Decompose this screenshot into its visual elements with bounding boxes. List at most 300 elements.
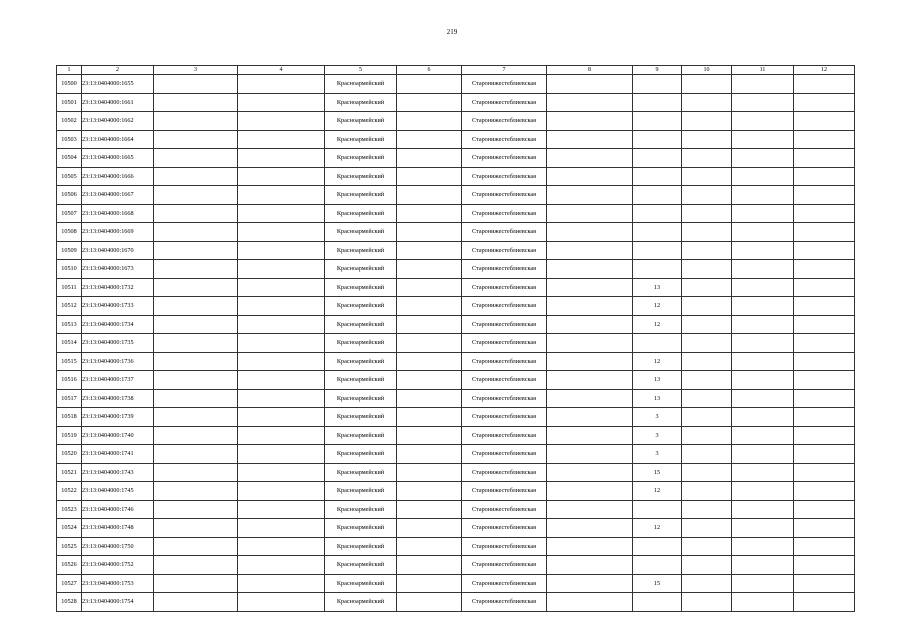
empty-cell (794, 186, 855, 205)
cadastral-number-cell: 23:13:0404000:1750 (82, 537, 154, 556)
empty-cell (238, 500, 325, 519)
empty-cell (732, 186, 794, 205)
empty-cell (238, 260, 325, 279)
row-number-cell: 10500 (57, 75, 82, 94)
table-row (57, 315, 855, 334)
empty-cell (682, 149, 732, 168)
empty-cell (732, 537, 794, 556)
table-row (57, 371, 855, 390)
empty-cell (794, 334, 855, 353)
empty-cell (682, 112, 732, 131)
empty-cell (397, 93, 462, 112)
column-9-cell: 3 (633, 408, 682, 427)
empty-cell (547, 389, 633, 408)
settlement-cell: Старонижестеблиевская (462, 537, 547, 556)
table-row (57, 537, 855, 556)
empty-cell (732, 371, 794, 390)
cadastral-number-cell: 23:13:0404000:1745 (82, 482, 154, 501)
empty-cell (682, 260, 732, 279)
row-number-cell: 10516 (57, 371, 82, 390)
row-number-cell: 10502 (57, 112, 82, 131)
empty-cell (547, 334, 633, 353)
empty-cell (154, 167, 238, 186)
empty-cell (154, 426, 238, 445)
table-row (57, 75, 855, 94)
empty-cell (397, 167, 462, 186)
row-number-cell: 10503 (57, 130, 82, 149)
empty-cell (732, 241, 794, 260)
empty-cell (794, 260, 855, 279)
row-number-cell: 10513 (57, 315, 82, 334)
empty-cell (154, 445, 238, 464)
empty-cell (547, 315, 633, 334)
empty-cell (154, 408, 238, 427)
empty-cell (238, 445, 325, 464)
empty-cell (794, 93, 855, 112)
empty-cell (732, 445, 794, 464)
table-row (57, 408, 855, 427)
row-number-cell: 10525 (57, 537, 82, 556)
empty-cell (732, 278, 794, 297)
empty-cell (547, 241, 633, 260)
settlement-cell: Старонижестеблиевская (462, 204, 547, 223)
table-row (57, 93, 855, 112)
empty-cell (547, 537, 633, 556)
row-number-cell: 10508 (57, 223, 82, 242)
district-cell: Красноармейский (325, 389, 397, 408)
empty-cell (238, 371, 325, 390)
settlement-cell: Старонижестеблиевская (462, 593, 547, 612)
district-cell: Красноармейский (325, 223, 397, 242)
empty-cell (794, 352, 855, 371)
empty-cell (547, 297, 633, 316)
district-cell: Красноармейский (325, 574, 397, 593)
row-number-cell: 10522 (57, 482, 82, 501)
empty-cell (682, 167, 732, 186)
empty-cell (732, 334, 794, 353)
empty-cell (238, 352, 325, 371)
district-cell: Красноармейский (325, 149, 397, 168)
column-9-cell (633, 537, 682, 556)
empty-cell (547, 482, 633, 501)
empty-cell (238, 241, 325, 260)
empty-cell (794, 482, 855, 501)
row-number-cell: 10528 (57, 593, 82, 612)
empty-cell (397, 223, 462, 242)
empty-cell (732, 204, 794, 223)
empty-cell (397, 352, 462, 371)
row-number-cell: 10505 (57, 167, 82, 186)
row-number-cell: 10515 (57, 352, 82, 371)
empty-cell (238, 186, 325, 205)
empty-cell (732, 482, 794, 501)
empty-cell (682, 352, 732, 371)
table-row (57, 334, 855, 353)
empty-cell (154, 204, 238, 223)
empty-cell (794, 315, 855, 334)
empty-cell (154, 463, 238, 482)
empty-cell (154, 297, 238, 316)
empty-cell (732, 593, 794, 612)
empty-cell (154, 130, 238, 149)
empty-cell (154, 352, 238, 371)
empty-cell (682, 186, 732, 205)
empty-cell (238, 574, 325, 593)
empty-cell (154, 371, 238, 390)
row-number-cell: 10512 (57, 297, 82, 316)
empty-cell (154, 223, 238, 242)
table-row (57, 445, 855, 464)
row-number-cell: 10524 (57, 519, 82, 538)
district-cell: Красноармейский (325, 352, 397, 371)
column-9-cell: 13 (633, 389, 682, 408)
empty-cell (238, 593, 325, 612)
empty-cell (732, 352, 794, 371)
empty-cell (397, 482, 462, 501)
cadastral-number-cell: 23:13:0404000:1741 (82, 445, 154, 464)
column-9-cell: 13 (633, 371, 682, 390)
row-number-cell: 10509 (57, 241, 82, 260)
empty-cell (732, 223, 794, 242)
empty-cell (682, 574, 732, 593)
district-cell: Красноармейский (325, 278, 397, 297)
empty-cell (794, 389, 855, 408)
empty-cell (238, 315, 325, 334)
column-9-cell (633, 593, 682, 612)
empty-cell (732, 297, 794, 316)
empty-cell (682, 482, 732, 501)
column-9-cell: 12 (633, 352, 682, 371)
empty-cell (397, 463, 462, 482)
row-number-cell: 10510 (57, 260, 82, 279)
district-cell: Красноармейский (325, 537, 397, 556)
column-9-cell: 3 (633, 445, 682, 464)
settlement-cell: Старонижестеблиевская (462, 371, 547, 390)
empty-cell (547, 278, 633, 297)
cadastral-number-cell: 23:13:0404000:1673 (82, 260, 154, 279)
empty-cell (732, 149, 794, 168)
column-header: 3 (154, 66, 238, 75)
column-9-cell (633, 241, 682, 260)
cadastral-number-cell: 23:13:0404000:1655 (82, 75, 154, 94)
empty-cell (238, 93, 325, 112)
settlement-cell: Старонижестеблиевская (462, 93, 547, 112)
empty-cell (397, 574, 462, 593)
empty-cell (682, 204, 732, 223)
empty-cell (154, 315, 238, 334)
table-row (57, 167, 855, 186)
empty-cell (794, 297, 855, 316)
table-body (57, 75, 855, 612)
row-number-cell: 10507 (57, 204, 82, 223)
column-9-cell (633, 112, 682, 131)
table-row (57, 482, 855, 501)
table-row (57, 556, 855, 575)
column-header: 7 (462, 66, 547, 75)
empty-cell (547, 408, 633, 427)
empty-cell (547, 186, 633, 205)
empty-cell (794, 556, 855, 575)
cadastral-number-cell: 23:13:0404000:1736 (82, 352, 154, 371)
empty-cell (794, 519, 855, 538)
empty-cell (794, 371, 855, 390)
district-cell: Красноармейский (325, 297, 397, 316)
empty-cell (154, 93, 238, 112)
empty-cell (397, 389, 462, 408)
empty-cell (732, 112, 794, 131)
district-cell: Красноармейский (325, 167, 397, 186)
table-row (57, 519, 855, 538)
empty-cell (682, 371, 732, 390)
row-number-cell: 10523 (57, 500, 82, 519)
empty-cell (794, 241, 855, 260)
settlement-cell: Старонижестеблиевская (462, 482, 547, 501)
empty-cell (682, 297, 732, 316)
settlement-cell: Старонижестеблиевская (462, 500, 547, 519)
empty-cell (794, 426, 855, 445)
settlement-cell: Старонижестеблиевская (462, 75, 547, 94)
empty-cell (397, 334, 462, 353)
empty-cell (732, 500, 794, 519)
table-row (57, 352, 855, 371)
empty-cell (794, 408, 855, 427)
empty-cell (238, 204, 325, 223)
column-9-cell (633, 334, 682, 353)
empty-cell (682, 408, 732, 427)
column-9-cell: 12 (633, 519, 682, 538)
settlement-cell: Старонижестеблиевская (462, 334, 547, 353)
district-cell: Красноармейский (325, 75, 397, 94)
column-9-cell (633, 223, 682, 242)
column-9-cell (633, 149, 682, 168)
empty-cell (794, 574, 855, 593)
empty-cell (547, 149, 633, 168)
empty-cell (682, 278, 732, 297)
empty-cell (732, 75, 794, 94)
settlement-cell: Старонижестеблиевская (462, 315, 547, 334)
settlement-cell: Старонижестеблиевская (462, 463, 547, 482)
empty-cell (547, 260, 633, 279)
empty-cell (238, 408, 325, 427)
cadastral-number-cell: 23:13:0404000:1739 (82, 408, 154, 427)
row-number-cell: 10504 (57, 149, 82, 168)
cadastral-number-cell: 23:13:0404000:1667 (82, 186, 154, 205)
empty-cell (547, 593, 633, 612)
table-row (57, 204, 855, 223)
empty-cell (732, 408, 794, 427)
district-cell: Красноармейский (325, 315, 397, 334)
empty-cell (547, 352, 633, 371)
empty-cell (682, 389, 732, 408)
column-9-cell (633, 500, 682, 519)
settlement-cell: Старонижестеблиевская (462, 278, 547, 297)
empty-cell (154, 260, 238, 279)
column-9-cell: 15 (633, 463, 682, 482)
cadastral-number-cell: 23:13:0404000:1670 (82, 241, 154, 260)
column-9-cell: 3 (633, 426, 682, 445)
settlement-cell: Старонижестеблиевская (462, 574, 547, 593)
empty-cell (238, 537, 325, 556)
empty-cell (397, 445, 462, 464)
empty-cell (397, 519, 462, 538)
settlement-cell: Старонижестеблиевская (462, 167, 547, 186)
column-header: 12 (794, 66, 855, 75)
cadastral-number-cell: 23:13:0404000:1737 (82, 371, 154, 390)
column-header: 9 (633, 66, 682, 75)
empty-cell (154, 112, 238, 131)
district-cell: Красноармейский (325, 112, 397, 131)
empty-cell (547, 75, 633, 94)
empty-cell (547, 204, 633, 223)
district-cell: Красноармейский (325, 186, 397, 205)
cadastral-number-cell: 23:13:0404000:1669 (82, 223, 154, 242)
empty-cell (397, 426, 462, 445)
cadastral-number-cell: 23:13:0404000:1752 (82, 556, 154, 575)
empty-cell (682, 445, 732, 464)
empty-cell (397, 75, 462, 94)
cadastral-number-cell: 23:13:0404000:1733 (82, 297, 154, 316)
column-9-cell: 12 (633, 297, 682, 316)
column-header: 5 (325, 66, 397, 75)
empty-cell (732, 389, 794, 408)
empty-cell (794, 112, 855, 131)
empty-cell (397, 112, 462, 131)
settlement-cell: Старонижестеблиевская (462, 112, 547, 131)
column-9-cell (633, 130, 682, 149)
empty-cell (732, 519, 794, 538)
empty-cell (238, 426, 325, 445)
empty-cell (547, 223, 633, 242)
settlement-cell: Старонижестеблиевская (462, 426, 547, 445)
empty-cell (238, 278, 325, 297)
empty-cell (154, 537, 238, 556)
empty-cell (547, 574, 633, 593)
empty-cell (794, 167, 855, 186)
column-9-cell (633, 75, 682, 94)
empty-cell (682, 556, 732, 575)
empty-cell (397, 315, 462, 334)
column-header: 6 (397, 66, 462, 75)
table-row (57, 389, 855, 408)
empty-cell (794, 445, 855, 464)
empty-cell (794, 130, 855, 149)
settlement-cell: Старонижестеблиевская (462, 297, 547, 316)
district-cell: Красноармейский (325, 93, 397, 112)
empty-cell (397, 241, 462, 260)
cadastral-number-cell: 23:13:0404000:1748 (82, 519, 154, 538)
empty-cell (154, 75, 238, 94)
district-cell: Красноармейский (325, 334, 397, 353)
empty-cell (732, 93, 794, 112)
empty-cell (547, 371, 633, 390)
district-cell: Красноармейский (325, 241, 397, 260)
empty-cell (682, 463, 732, 482)
cadastral-number-cell: 23:13:0404000:1738 (82, 389, 154, 408)
empty-cell (154, 389, 238, 408)
table-row (57, 112, 855, 131)
settlement-cell: Старонижестеблиевская (462, 445, 547, 464)
settlement-cell: Старонижестеблиевская (462, 241, 547, 260)
district-cell: Красноармейский (325, 593, 397, 612)
empty-cell (238, 463, 325, 482)
empty-cell (547, 112, 633, 131)
empty-cell (238, 167, 325, 186)
empty-cell (547, 130, 633, 149)
empty-cell (547, 556, 633, 575)
row-number-cell: 10526 (57, 556, 82, 575)
empty-cell (238, 297, 325, 316)
table-row (57, 241, 855, 260)
empty-cell (397, 204, 462, 223)
settlement-cell: Старонижестеблиевская (462, 223, 547, 242)
empty-cell (682, 241, 732, 260)
empty-cell (547, 463, 633, 482)
empty-cell (682, 593, 732, 612)
table-row (57, 278, 855, 297)
column-9-cell (633, 167, 682, 186)
column-9-cell: 15 (633, 574, 682, 593)
row-number-cell: 10514 (57, 334, 82, 353)
column-9-cell (633, 186, 682, 205)
empty-cell (397, 186, 462, 205)
settlement-cell: Старонижестеблиевская (462, 556, 547, 575)
empty-cell (732, 260, 794, 279)
district-cell: Красноармейский (325, 371, 397, 390)
column-9-cell (633, 260, 682, 279)
empty-cell (397, 297, 462, 316)
cadastral-number-cell: 23:13:0404000:1662 (82, 112, 154, 131)
empty-cell (547, 445, 633, 464)
empty-cell (547, 426, 633, 445)
column-9-cell (633, 556, 682, 575)
empty-cell (154, 519, 238, 538)
empty-cell (682, 93, 732, 112)
empty-cell (154, 574, 238, 593)
column-9-cell: 12 (633, 482, 682, 501)
cadastral-number-cell: 23:13:0404000:1661 (82, 93, 154, 112)
settlement-cell: Старонижестеблиевская (462, 186, 547, 205)
row-number-cell: 10520 (57, 445, 82, 464)
column-header: 4 (238, 66, 325, 75)
empty-cell (794, 537, 855, 556)
cadastral-number-cell: 23:13:0404000:1740 (82, 426, 154, 445)
settlement-cell: Старонижестеблиевская (462, 130, 547, 149)
empty-cell (547, 500, 633, 519)
table-row (57, 574, 855, 593)
column-9-cell (633, 93, 682, 112)
district-cell: Красноармейский (325, 260, 397, 279)
column-header: 8 (547, 66, 633, 75)
cadastral-number-cell: 23:13:0404000:1746 (82, 500, 154, 519)
district-cell: Красноармейский (325, 500, 397, 519)
table-row (57, 149, 855, 168)
district-cell: Красноармейский (325, 204, 397, 223)
row-number-cell: 10519 (57, 426, 82, 445)
empty-cell (238, 130, 325, 149)
table-row (57, 463, 855, 482)
empty-cell (732, 426, 794, 445)
empty-cell (397, 500, 462, 519)
empty-cell (238, 519, 325, 538)
cadastral-number-cell: 23:13:0404000:1754 (82, 593, 154, 612)
cadastral-number-cell: 23:13:0404000:1664 (82, 130, 154, 149)
empty-cell (682, 315, 732, 334)
district-cell: Красноармейский (325, 463, 397, 482)
cadastral-number-cell: 23:13:0404000:1735 (82, 334, 154, 353)
empty-cell (547, 93, 633, 112)
empty-cell (794, 204, 855, 223)
table-row (57, 426, 855, 445)
